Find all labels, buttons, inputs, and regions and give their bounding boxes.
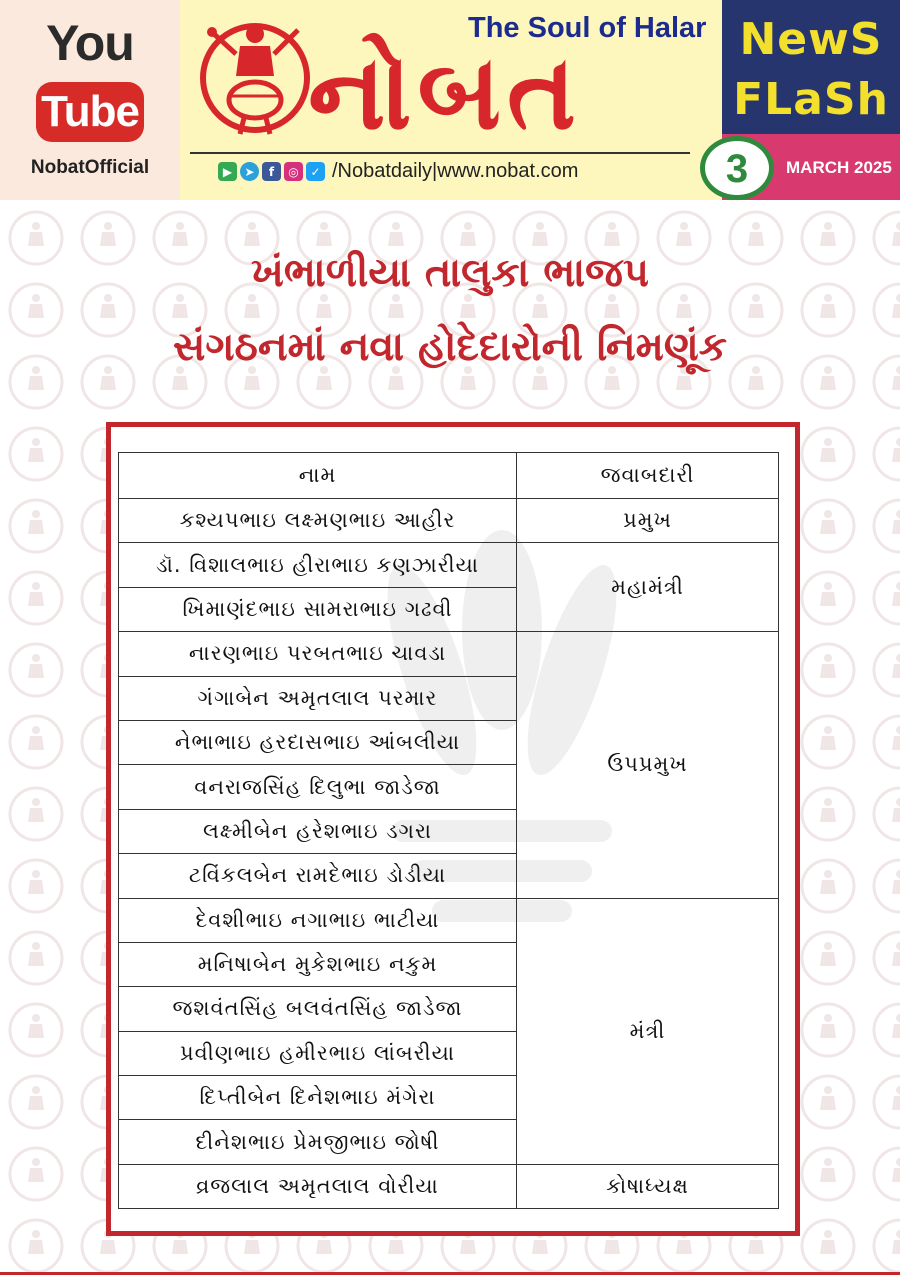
role-cell: પ્રમુખ bbox=[517, 499, 779, 543]
name-cell: જશવંતસિંહ બલવંતસિંહ જાડેજા bbox=[119, 987, 517, 1031]
name-cell: દીનેશભાઇ પ્રેમજીભાઇ જોષી bbox=[119, 1120, 517, 1164]
name-cell: નારણભાઇ પરબતભાઇ ચાવડા bbox=[119, 632, 517, 676]
name-cell: પ્રવીણભાઇ હમીરભાઇ લાંબરીયા bbox=[119, 1031, 517, 1075]
date-day: 3 bbox=[700, 136, 774, 200]
headline-line2: સંગઠનમાં નવા હોદેદારોની નિમણૂંક bbox=[172, 324, 728, 370]
name-cell: દિપ્તીબેન દિનેશભાઇ મંગેરા bbox=[119, 1076, 517, 1120]
table-row bbox=[119, 499, 779, 543]
twitter-icon[interactable]: ✓ bbox=[306, 162, 325, 181]
role-cell: મહામંત્રી bbox=[517, 543, 779, 632]
news-flash-line1: NewS bbox=[739, 14, 883, 65]
name-cell: વનરાજસિંહ દિલુભા જાડેજા bbox=[119, 765, 517, 809]
role-cell: ઉપપ્રમુખ bbox=[517, 632, 779, 898]
name-cell: મનિષાબેન મુકેશભાઇ નકુમ bbox=[119, 942, 517, 986]
table-row bbox=[119, 543, 779, 587]
youtube-handle: NobatOfficial bbox=[30, 157, 150, 178]
tagline: The Soul of Halar bbox=[468, 12, 707, 44]
youtube-you-text: You bbox=[46, 15, 134, 71]
role-cell: કોષાધ્યક્ષ bbox=[517, 1164, 779, 1208]
name-cell: ગંગાબેન અમૃતલાલ પરમાર bbox=[119, 676, 517, 720]
play-store-icon[interactable]: ▶ bbox=[218, 162, 237, 181]
social-links bbox=[218, 160, 578, 183]
date-month: MARCH 2025 bbox=[786, 158, 892, 177]
news-flash-line2: FLaSh bbox=[733, 74, 889, 125]
facebook-icon[interactable]: f bbox=[262, 162, 281, 181]
table-row bbox=[119, 1164, 779, 1208]
telegram-icon[interactable]: ➤ bbox=[240, 162, 259, 181]
name-cell: ટવિંકલબેન રામદેભાઇ ડોડીયા bbox=[119, 854, 517, 898]
name-cell: લક્ષ્મીબેન હરેશભાઇ ડગરા bbox=[119, 809, 517, 853]
brand-name: નોબત bbox=[308, 31, 582, 153]
youtube-tube-logo: Tube bbox=[36, 82, 144, 142]
youtube-badge[interactable] bbox=[0, 0, 180, 200]
appointments-table bbox=[118, 452, 779, 1209]
name-cell: કશ્યપભાઇ લક્ષ્મણભાઇ આહીર bbox=[119, 499, 517, 543]
headline-line1: ખંભાળીયા તાલુકા ભાજપ bbox=[251, 250, 649, 296]
news-flash-badge bbox=[722, 0, 900, 134]
table-row bbox=[119, 898, 779, 942]
bottom-rule bbox=[0, 1272, 900, 1275]
name-cell: વ્રજલાલ અમૃતલાલ વોરીયા bbox=[119, 1164, 517, 1208]
name-cell: નેભાભાઇ હરદાસભાઇ આંબલીયા bbox=[119, 720, 517, 764]
role-cell: મંત્રી bbox=[517, 898, 779, 1164]
name-cell: ડૉ. વિશાલભાઇ હીરાભાઇ કણઝારીયા bbox=[119, 543, 517, 587]
column-header-name: નામ bbox=[119, 453, 517, 499]
masthead-divider bbox=[190, 152, 690, 154]
table-row bbox=[119, 632, 779, 676]
table-header-row bbox=[119, 453, 779, 499]
name-cell: દેવશીભાઇ નગાભાઇ ભાટીયા bbox=[119, 898, 517, 942]
drummer-logo-icon bbox=[200, 14, 310, 142]
name-cell: ખિમાણંદભાઇ સામરાભાઇ ગઢવી bbox=[119, 587, 517, 631]
column-header-role: જવાબદારી bbox=[517, 453, 779, 499]
instagram-icon[interactable]: ◎ bbox=[284, 162, 303, 181]
social-handle-text[interactable]: /Nobatdaily|www.nobat.com bbox=[332, 160, 579, 182]
masthead bbox=[180, 0, 722, 200]
